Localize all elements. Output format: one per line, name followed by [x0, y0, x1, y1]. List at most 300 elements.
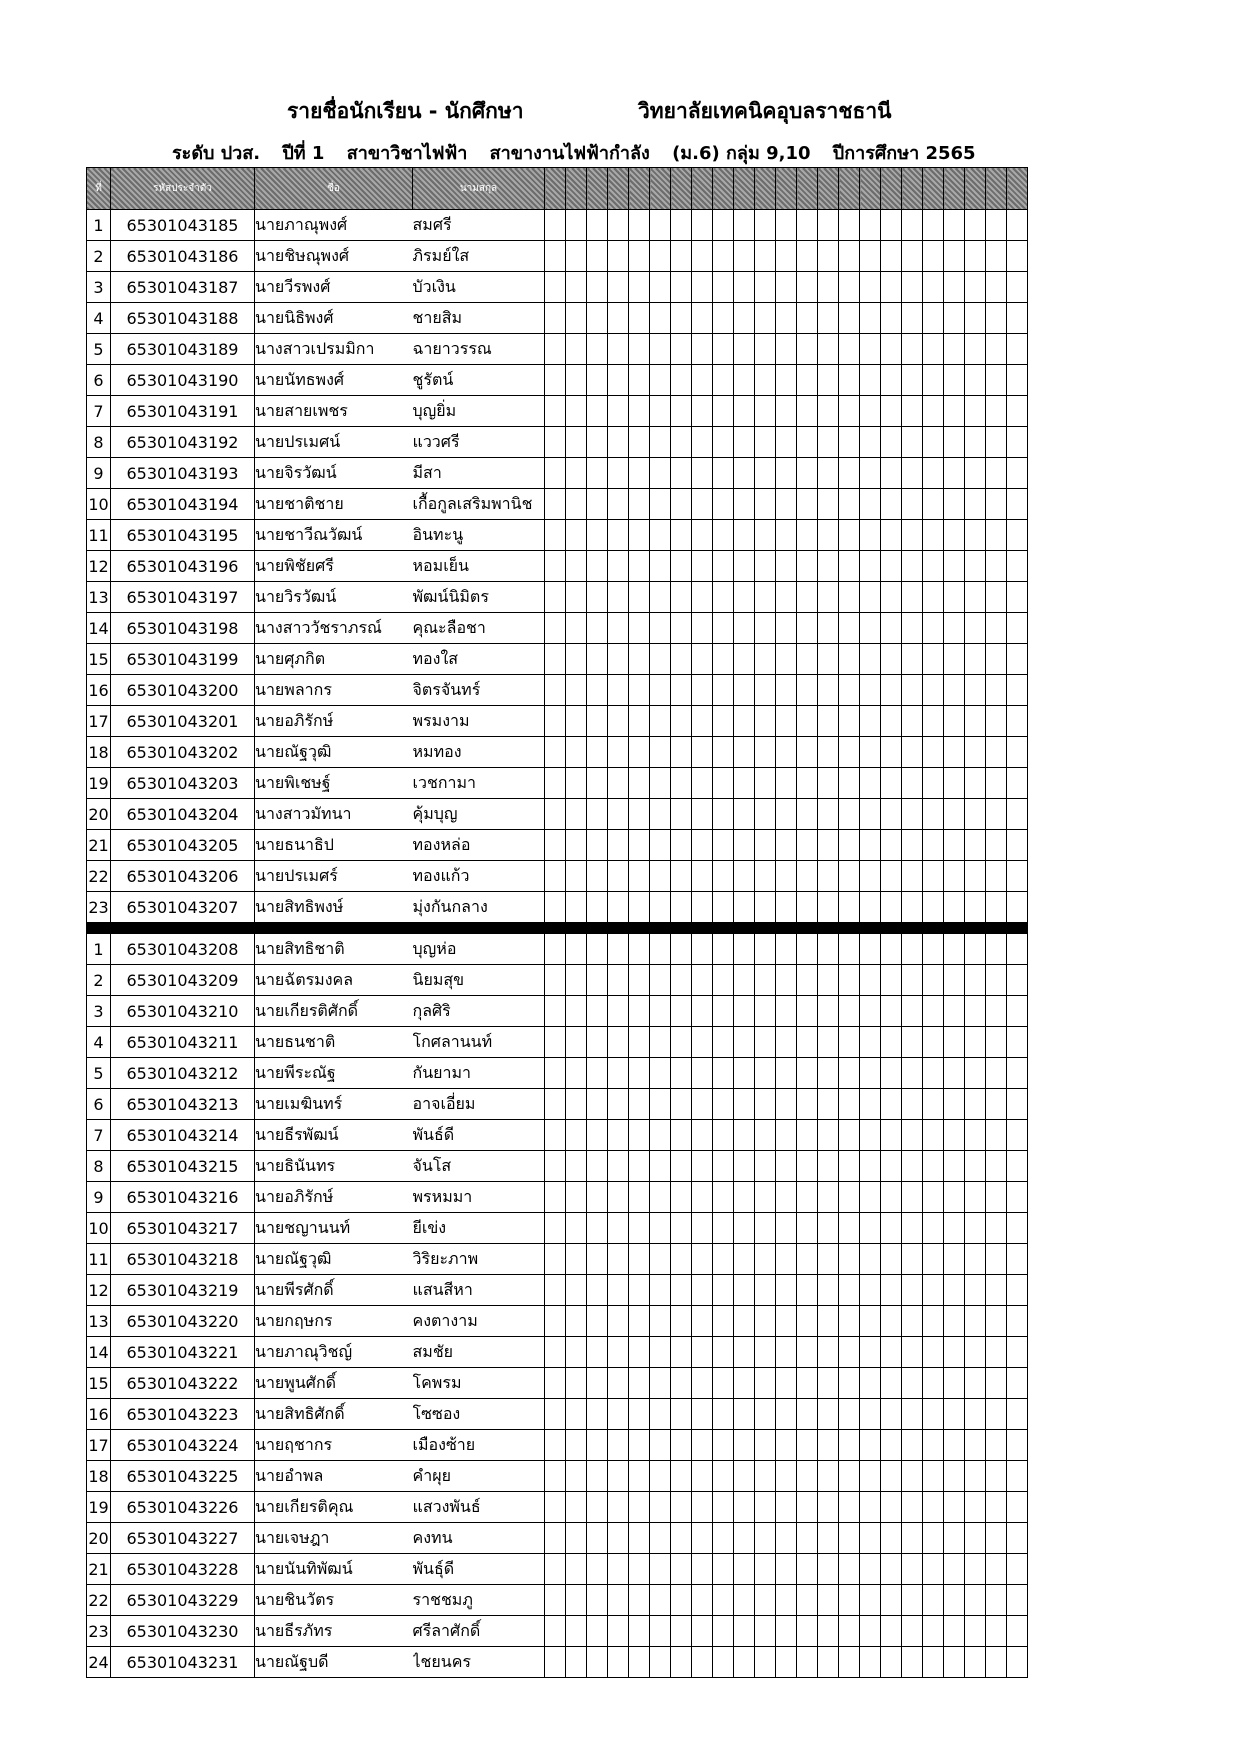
attendance-cell[interactable]	[1007, 458, 1028, 489]
attendance-cell[interactable]	[629, 520, 650, 551]
attendance-cell[interactable]	[902, 241, 923, 272]
attendance-cell[interactable]	[986, 210, 1007, 241]
attendance-cell[interactable]	[923, 1120, 944, 1151]
attendance-cell[interactable]	[608, 334, 629, 365]
attendance-cell[interactable]	[671, 1306, 692, 1337]
attendance-cell[interactable]	[839, 1616, 860, 1647]
attendance-cell[interactable]	[713, 861, 734, 892]
attendance-cell[interactable]	[650, 1337, 671, 1368]
attendance-cell[interactable]	[818, 520, 839, 551]
attendance-cell[interactable]	[944, 396, 965, 427]
attendance-cell[interactable]	[944, 1399, 965, 1430]
attendance-cell[interactable]	[776, 965, 797, 996]
attendance-cell[interactable]	[923, 396, 944, 427]
attendance-cell[interactable]	[797, 1027, 818, 1058]
attendance-cell[interactable]	[839, 613, 860, 644]
attendance-cell[interactable]	[902, 1244, 923, 1275]
attendance-cell[interactable]	[545, 1306, 566, 1337]
attendance-cell[interactable]	[839, 1027, 860, 1058]
attendance-cell[interactable]	[881, 489, 902, 520]
attendance-cell[interactable]	[944, 1151, 965, 1182]
attendance-cell[interactable]	[965, 861, 986, 892]
attendance-cell[interactable]	[986, 396, 1007, 427]
attendance-cell[interactable]	[944, 241, 965, 272]
attendance-cell[interactable]	[797, 1058, 818, 1089]
attendance-cell[interactable]	[566, 1399, 587, 1430]
attendance-cell[interactable]	[986, 1089, 1007, 1120]
attendance-cell[interactable]	[671, 1027, 692, 1058]
attendance-cell[interactable]	[776, 706, 797, 737]
attendance-cell[interactable]	[860, 272, 881, 303]
attendance-cell[interactable]	[860, 892, 881, 923]
attendance-cell[interactable]	[881, 582, 902, 613]
attendance-cell[interactable]	[776, 934, 797, 965]
attendance-cell[interactable]	[881, 334, 902, 365]
attendance-cell[interactable]	[965, 996, 986, 1027]
attendance-cell[interactable]	[881, 965, 902, 996]
attendance-cell[interactable]	[1007, 489, 1028, 520]
attendance-cell[interactable]	[629, 1368, 650, 1399]
attendance-cell[interactable]	[713, 334, 734, 365]
attendance-cell[interactable]	[692, 396, 713, 427]
attendance-cell[interactable]	[545, 1058, 566, 1089]
attendance-cell[interactable]	[797, 737, 818, 768]
attendance-cell[interactable]	[797, 1151, 818, 1182]
attendance-cell[interactable]	[545, 1492, 566, 1523]
attendance-cell[interactable]	[545, 427, 566, 458]
attendance-cell[interactable]	[587, 1275, 608, 1306]
attendance-cell[interactable]	[671, 965, 692, 996]
attendance-cell[interactable]	[587, 1461, 608, 1492]
attendance-cell[interactable]	[986, 582, 1007, 613]
attendance-cell[interactable]	[923, 892, 944, 923]
attendance-cell[interactable]	[566, 799, 587, 830]
attendance-cell[interactable]	[692, 582, 713, 613]
attendance-cell[interactable]	[629, 1647, 650, 1678]
attendance-cell[interactable]	[608, 1585, 629, 1616]
attendance-cell[interactable]	[965, 1616, 986, 1647]
attendance-cell[interactable]	[713, 489, 734, 520]
attendance-cell[interactable]	[650, 520, 671, 551]
attendance-cell[interactable]	[881, 427, 902, 458]
attendance-cell[interactable]	[923, 1461, 944, 1492]
attendance-cell[interactable]	[545, 582, 566, 613]
attendance-cell[interactable]	[986, 1244, 1007, 1275]
attendance-cell[interactable]	[650, 1182, 671, 1213]
attendance-cell[interactable]	[566, 1182, 587, 1213]
attendance-cell[interactable]	[797, 1585, 818, 1616]
attendance-cell[interactable]	[566, 520, 587, 551]
attendance-cell[interactable]	[860, 1616, 881, 1647]
attendance-cell[interactable]	[1007, 830, 1028, 861]
attendance-cell[interactable]	[965, 934, 986, 965]
attendance-cell[interactable]	[566, 303, 587, 334]
attendance-cell[interactable]	[902, 737, 923, 768]
attendance-cell[interactable]	[839, 1244, 860, 1275]
attendance-cell[interactable]	[671, 1213, 692, 1244]
attendance-cell[interactable]	[608, 1120, 629, 1151]
attendance-cell[interactable]	[860, 861, 881, 892]
attendance-cell[interactable]	[734, 934, 755, 965]
attendance-cell[interactable]	[1007, 396, 1028, 427]
attendance-cell[interactable]	[818, 965, 839, 996]
attendance-cell[interactable]	[965, 1213, 986, 1244]
attendance-cell[interactable]	[881, 520, 902, 551]
attendance-cell[interactable]	[860, 1585, 881, 1616]
attendance-cell[interactable]	[797, 1089, 818, 1120]
attendance-cell[interactable]	[902, 1120, 923, 1151]
attendance-cell[interactable]	[881, 458, 902, 489]
attendance-cell[interactable]	[902, 892, 923, 923]
attendance-cell[interactable]	[629, 1027, 650, 1058]
attendance-cell[interactable]	[650, 272, 671, 303]
attendance-cell[interactable]	[629, 861, 650, 892]
attendance-cell[interactable]	[566, 737, 587, 768]
attendance-cell[interactable]	[902, 210, 923, 241]
attendance-cell[interactable]	[902, 1523, 923, 1554]
attendance-cell[interactable]	[692, 1585, 713, 1616]
attendance-cell[interactable]	[608, 1461, 629, 1492]
attendance-cell[interactable]	[986, 830, 1007, 861]
attendance-cell[interactable]	[608, 934, 629, 965]
attendance-cell[interactable]	[734, 1523, 755, 1554]
attendance-cell[interactable]	[1007, 1306, 1028, 1337]
attendance-cell[interactable]	[860, 1089, 881, 1120]
attendance-cell[interactable]	[545, 1616, 566, 1647]
attendance-cell[interactable]	[944, 458, 965, 489]
attendance-cell[interactable]	[944, 1213, 965, 1244]
attendance-cell[interactable]	[629, 1151, 650, 1182]
attendance-cell[interactable]	[965, 675, 986, 706]
attendance-cell[interactable]	[629, 1089, 650, 1120]
attendance-cell[interactable]	[965, 1554, 986, 1585]
attendance-cell[interactable]	[608, 1027, 629, 1058]
attendance-cell[interactable]	[671, 996, 692, 1027]
attendance-cell[interactable]	[587, 1492, 608, 1523]
attendance-cell[interactable]	[629, 1523, 650, 1554]
attendance-cell[interactable]	[608, 1399, 629, 1430]
attendance-cell[interactable]	[797, 1399, 818, 1430]
attendance-cell[interactable]	[566, 334, 587, 365]
attendance-cell[interactable]	[776, 396, 797, 427]
attendance-cell[interactable]	[776, 365, 797, 396]
attendance-cell[interactable]	[902, 706, 923, 737]
attendance-cell[interactable]	[566, 613, 587, 644]
attendance-cell[interactable]	[944, 892, 965, 923]
attendance-cell[interactable]	[755, 1430, 776, 1461]
attendance-cell[interactable]	[818, 1554, 839, 1585]
attendance-cell[interactable]	[755, 1616, 776, 1647]
attendance-cell[interactable]	[629, 1461, 650, 1492]
attendance-cell[interactable]	[608, 396, 629, 427]
attendance-cell[interactable]	[713, 1151, 734, 1182]
attendance-cell[interactable]	[608, 644, 629, 675]
attendance-cell[interactable]	[797, 396, 818, 427]
attendance-cell[interactable]	[755, 675, 776, 706]
attendance-cell[interactable]	[671, 737, 692, 768]
attendance-cell[interactable]	[839, 303, 860, 334]
attendance-cell[interactable]	[650, 613, 671, 644]
attendance-cell[interactable]	[902, 1213, 923, 1244]
attendance-cell[interactable]	[776, 737, 797, 768]
attendance-cell[interactable]	[566, 427, 587, 458]
attendance-cell[interactable]	[734, 1554, 755, 1585]
attendance-cell[interactable]	[797, 582, 818, 613]
attendance-cell[interactable]	[1007, 272, 1028, 303]
attendance-cell[interactable]	[734, 1585, 755, 1616]
attendance-cell[interactable]	[944, 1182, 965, 1213]
attendance-cell[interactable]	[713, 1275, 734, 1306]
attendance-cell[interactable]	[692, 1616, 713, 1647]
attendance-cell[interactable]	[902, 582, 923, 613]
attendance-cell[interactable]	[545, 644, 566, 675]
attendance-cell[interactable]	[587, 965, 608, 996]
attendance-cell[interactable]	[902, 489, 923, 520]
attendance-cell[interactable]	[839, 1306, 860, 1337]
attendance-cell[interactable]	[671, 427, 692, 458]
attendance-cell[interactable]	[986, 1182, 1007, 1213]
attendance-cell[interactable]	[755, 1368, 776, 1399]
attendance-cell[interactable]	[692, 1182, 713, 1213]
attendance-cell[interactable]	[923, 1244, 944, 1275]
attendance-cell[interactable]	[692, 241, 713, 272]
attendance-cell[interactable]	[776, 1368, 797, 1399]
attendance-cell[interactable]	[1007, 551, 1028, 582]
attendance-cell[interactable]	[734, 210, 755, 241]
attendance-cell[interactable]	[965, 520, 986, 551]
attendance-cell[interactable]	[650, 1027, 671, 1058]
attendance-cell[interactable]	[902, 965, 923, 996]
attendance-cell[interactable]	[1007, 1616, 1028, 1647]
attendance-cell[interactable]	[776, 1616, 797, 1647]
attendance-cell[interactable]	[1007, 1244, 1028, 1275]
attendance-cell[interactable]	[734, 1275, 755, 1306]
attendance-cell[interactable]	[587, 396, 608, 427]
attendance-cell[interactable]	[566, 489, 587, 520]
attendance-cell[interactable]	[587, 1027, 608, 1058]
attendance-cell[interactable]	[587, 303, 608, 334]
attendance-cell[interactable]	[755, 996, 776, 1027]
attendance-cell[interactable]	[797, 1461, 818, 1492]
attendance-cell[interactable]	[545, 1089, 566, 1120]
attendance-cell[interactable]	[860, 1461, 881, 1492]
attendance-cell[interactable]	[566, 1058, 587, 1089]
attendance-cell[interactable]	[1007, 210, 1028, 241]
attendance-cell[interactable]	[797, 965, 818, 996]
attendance-cell[interactable]	[650, 675, 671, 706]
attendance-cell[interactable]	[671, 582, 692, 613]
attendance-cell[interactable]	[776, 1647, 797, 1678]
attendance-cell[interactable]	[692, 551, 713, 582]
attendance-cell[interactable]	[755, 644, 776, 675]
attendance-cell[interactable]	[839, 272, 860, 303]
attendance-cell[interactable]	[566, 861, 587, 892]
attendance-cell[interactable]	[671, 1182, 692, 1213]
attendance-cell[interactable]	[902, 996, 923, 1027]
attendance-cell[interactable]	[734, 1461, 755, 1492]
attendance-cell[interactable]	[776, 1492, 797, 1523]
attendance-cell[interactable]	[608, 799, 629, 830]
attendance-cell[interactable]	[881, 1492, 902, 1523]
attendance-cell[interactable]	[860, 1058, 881, 1089]
attendance-cell[interactable]	[881, 1461, 902, 1492]
attendance-cell[interactable]	[692, 1027, 713, 1058]
attendance-cell[interactable]	[608, 861, 629, 892]
attendance-cell[interactable]	[776, 520, 797, 551]
attendance-cell[interactable]	[923, 737, 944, 768]
attendance-cell[interactable]	[545, 241, 566, 272]
attendance-cell[interactable]	[944, 1027, 965, 1058]
attendance-cell[interactable]	[839, 489, 860, 520]
attendance-cell[interactable]	[776, 644, 797, 675]
attendance-cell[interactable]	[839, 1089, 860, 1120]
attendance-cell[interactable]	[839, 1213, 860, 1244]
attendance-cell[interactable]	[944, 1275, 965, 1306]
attendance-cell[interactable]	[902, 1554, 923, 1585]
attendance-cell[interactable]	[608, 1647, 629, 1678]
attendance-cell[interactable]	[671, 1368, 692, 1399]
attendance-cell[interactable]	[608, 613, 629, 644]
attendance-cell[interactable]	[860, 365, 881, 396]
attendance-cell[interactable]	[629, 675, 650, 706]
attendance-cell[interactable]	[986, 675, 1007, 706]
attendance-cell[interactable]	[734, 892, 755, 923]
attendance-cell[interactable]	[986, 1306, 1007, 1337]
attendance-cell[interactable]	[944, 1120, 965, 1151]
attendance-cell[interactable]	[923, 1492, 944, 1523]
attendance-cell[interactable]	[881, 1616, 902, 1647]
attendance-cell[interactable]	[545, 1647, 566, 1678]
attendance-cell[interactable]	[839, 582, 860, 613]
attendance-cell[interactable]	[818, 396, 839, 427]
attendance-cell[interactable]	[839, 396, 860, 427]
attendance-cell[interactable]	[629, 1058, 650, 1089]
attendance-cell[interactable]	[944, 1244, 965, 1275]
attendance-cell[interactable]	[671, 1523, 692, 1554]
attendance-cell[interactable]	[839, 1554, 860, 1585]
attendance-cell[interactable]	[986, 1523, 1007, 1554]
attendance-cell[interactable]	[902, 427, 923, 458]
attendance-cell[interactable]	[923, 706, 944, 737]
attendance-cell[interactable]	[650, 334, 671, 365]
attendance-cell[interactable]	[965, 272, 986, 303]
attendance-cell[interactable]	[608, 675, 629, 706]
attendance-cell[interactable]	[566, 1492, 587, 1523]
attendance-cell[interactable]	[629, 1244, 650, 1275]
attendance-cell[interactable]	[944, 1554, 965, 1585]
attendance-cell[interactable]	[965, 458, 986, 489]
attendance-cell[interactable]	[587, 551, 608, 582]
attendance-cell[interactable]	[902, 1368, 923, 1399]
attendance-cell[interactable]	[797, 892, 818, 923]
attendance-cell[interactable]	[881, 210, 902, 241]
attendance-cell[interactable]	[839, 892, 860, 923]
attendance-cell[interactable]	[860, 675, 881, 706]
attendance-cell[interactable]	[713, 1337, 734, 1368]
attendance-cell[interactable]	[797, 210, 818, 241]
attendance-cell[interactable]	[713, 520, 734, 551]
attendance-cell[interactable]	[608, 1213, 629, 1244]
attendance-cell[interactable]	[755, 520, 776, 551]
attendance-cell[interactable]	[587, 1089, 608, 1120]
attendance-cell[interactable]	[818, 675, 839, 706]
attendance-cell[interactable]	[923, 613, 944, 644]
attendance-cell[interactable]	[776, 675, 797, 706]
attendance-cell[interactable]	[713, 1647, 734, 1678]
attendance-cell[interactable]	[839, 520, 860, 551]
attendance-cell[interactable]	[839, 996, 860, 1027]
attendance-cell[interactable]	[629, 551, 650, 582]
attendance-cell[interactable]	[923, 1399, 944, 1430]
attendance-cell[interactable]	[566, 1461, 587, 1492]
attendance-cell[interactable]	[650, 768, 671, 799]
attendance-cell[interactable]	[965, 1492, 986, 1523]
attendance-cell[interactable]	[692, 1523, 713, 1554]
attendance-cell[interactable]	[902, 1058, 923, 1089]
attendance-cell[interactable]	[755, 965, 776, 996]
attendance-cell[interactable]	[587, 613, 608, 644]
attendance-cell[interactable]	[629, 965, 650, 996]
attendance-cell[interactable]	[965, 965, 986, 996]
attendance-cell[interactable]	[986, 1120, 1007, 1151]
attendance-cell[interactable]	[965, 427, 986, 458]
attendance-cell[interactable]	[1007, 1399, 1028, 1430]
attendance-cell[interactable]	[902, 458, 923, 489]
attendance-cell[interactable]	[923, 272, 944, 303]
attendance-cell[interactable]	[587, 892, 608, 923]
attendance-cell[interactable]	[965, 303, 986, 334]
attendance-cell[interactable]	[818, 1244, 839, 1275]
attendance-cell[interactable]	[881, 272, 902, 303]
attendance-cell[interactable]	[839, 706, 860, 737]
attendance-cell[interactable]	[755, 458, 776, 489]
attendance-cell[interactable]	[734, 861, 755, 892]
attendance-cell[interactable]	[839, 1585, 860, 1616]
attendance-cell[interactable]	[713, 644, 734, 675]
attendance-cell[interactable]	[671, 1461, 692, 1492]
attendance-cell[interactable]	[986, 334, 1007, 365]
attendance-cell[interactable]	[650, 551, 671, 582]
attendance-cell[interactable]	[734, 334, 755, 365]
attendance-cell[interactable]	[902, 1337, 923, 1368]
attendance-cell[interactable]	[881, 1554, 902, 1585]
attendance-cell[interactable]	[986, 706, 1007, 737]
attendance-cell[interactable]	[965, 1337, 986, 1368]
attendance-cell[interactable]	[734, 551, 755, 582]
attendance-cell[interactable]	[923, 996, 944, 1027]
attendance-cell[interactable]	[839, 675, 860, 706]
attendance-cell[interactable]	[587, 1182, 608, 1213]
attendance-cell[interactable]	[692, 1244, 713, 1275]
attendance-cell[interactable]	[545, 551, 566, 582]
attendance-cell[interactable]	[965, 582, 986, 613]
attendance-cell[interactable]	[839, 1461, 860, 1492]
attendance-cell[interactable]	[545, 520, 566, 551]
attendance-cell[interactable]	[923, 489, 944, 520]
attendance-cell[interactable]	[986, 1647, 1007, 1678]
attendance-cell[interactable]	[818, 334, 839, 365]
attendance-cell[interactable]	[797, 675, 818, 706]
attendance-cell[interactable]	[881, 1089, 902, 1120]
attendance-cell[interactable]	[692, 644, 713, 675]
attendance-cell[interactable]	[986, 241, 1007, 272]
attendance-cell[interactable]	[839, 934, 860, 965]
attendance-cell[interactable]	[587, 241, 608, 272]
attendance-cell[interactable]	[818, 1213, 839, 1244]
attendance-cell[interactable]	[902, 861, 923, 892]
attendance-cell[interactable]	[818, 1616, 839, 1647]
attendance-cell[interactable]	[713, 1182, 734, 1213]
